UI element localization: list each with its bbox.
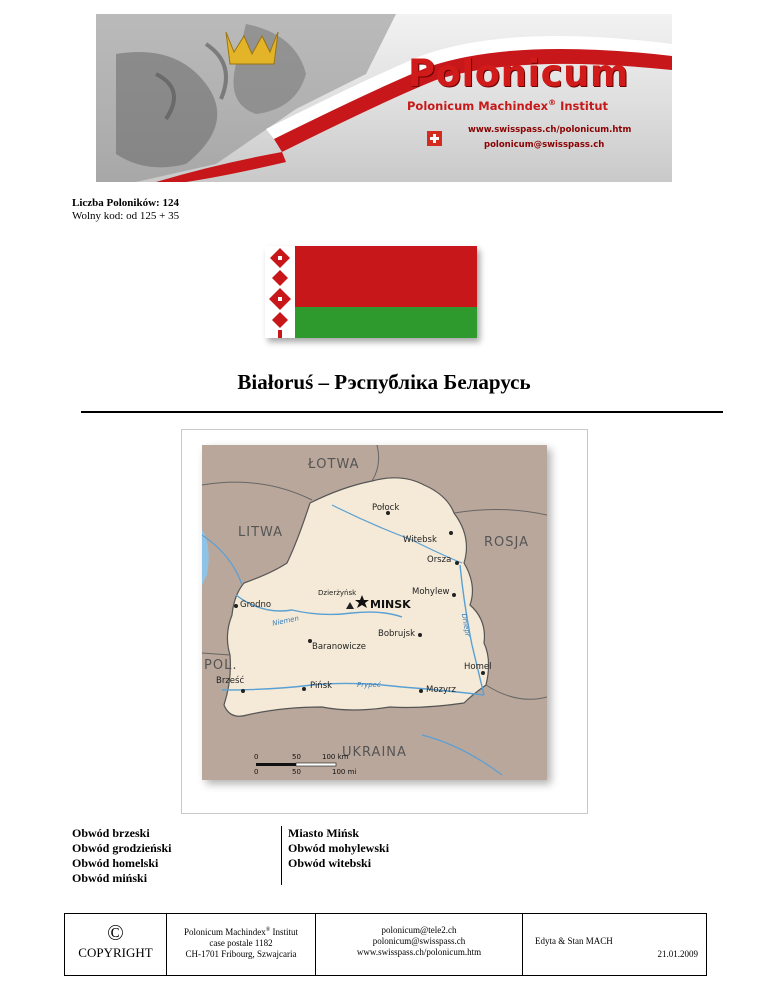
scale-mi-0: 0 xyxy=(254,768,259,776)
footer-authors-cell xyxy=(523,914,706,975)
institute-address2: CH-1701 Fribourg, Szwajcaria xyxy=(185,949,297,959)
region-item: Obwód miński xyxy=(72,871,148,885)
region-item: Obwód mohylewski xyxy=(288,841,390,855)
header-banner xyxy=(96,14,672,182)
map-country-poland: POL. xyxy=(204,658,238,673)
swiss-flag-icon xyxy=(427,131,442,146)
footer-email2-link[interactable]: polonicum@swisspass.ch xyxy=(372,936,466,946)
footer-contact-cell xyxy=(316,914,523,975)
map-city-mogilev: Mohylew xyxy=(412,587,450,597)
flag-red-band xyxy=(265,246,477,307)
map-country-russia: ROSJA xyxy=(484,535,530,550)
scale-km-50: 50 xyxy=(292,753,301,761)
map-city-brest: Brześć xyxy=(216,676,245,686)
copyright-text: COPYRIGHT xyxy=(78,945,153,960)
map-river-pripyat: Prypeć xyxy=(357,681,381,689)
flag-ornament xyxy=(265,246,295,338)
region-item: Obwód homelski xyxy=(72,856,159,870)
map-city-orsha: Orsza xyxy=(427,555,452,565)
footer-website-link[interactable]: www.swisspass.ch/polonicum.htm xyxy=(356,947,482,957)
footer-email1-link[interactable]: polonicum@tele2.ch xyxy=(381,925,457,935)
title-divider xyxy=(81,411,723,413)
free-code-line: Wolny kod: od 125 + 35 xyxy=(72,210,180,222)
map-frame xyxy=(181,429,588,814)
map-city-vitebsk: Witebsk xyxy=(403,535,437,545)
scale-mi-100: 100 mi xyxy=(332,768,357,776)
copyright-icon: © xyxy=(107,920,124,945)
region-item: Obwód witebski xyxy=(288,856,372,870)
scale-mi-50: 50 xyxy=(292,768,301,776)
map-country-ukraine: UKRAINA xyxy=(342,745,407,760)
belarus-flag xyxy=(265,246,477,338)
map-city-baranovichi: Baranowicze xyxy=(312,642,367,652)
footer-institute-cell xyxy=(167,914,316,975)
regions-right-list xyxy=(288,826,389,871)
map-city-dzerzhinsk: Dzierżyńsk xyxy=(318,589,357,597)
region-item: Miasto Mińsk xyxy=(288,826,360,840)
count-line: Liczba Poloników: 124 xyxy=(72,197,179,209)
map-city-polotsk: Połock xyxy=(372,503,400,513)
banner-email-link[interactable]: polonicum@swisspass.ch xyxy=(484,140,605,150)
map-country-lithuania: LITWA xyxy=(238,525,284,540)
regions-divider xyxy=(281,826,282,885)
map-city-mozyr: Mozyrz xyxy=(426,685,456,695)
flag-green-band xyxy=(265,307,477,338)
brand-subtitle: Polonicum Machindex® Institut xyxy=(407,98,609,113)
brand-title: Polonicum xyxy=(408,52,629,95)
footer-table xyxy=(64,913,707,976)
footer-copyright-cell xyxy=(65,914,167,975)
page-title: Białoruś – Рэспубліка Беларусь xyxy=(237,370,531,394)
map-city-gomel: Homel xyxy=(464,662,492,672)
polonik-counter xyxy=(72,197,179,223)
region-item: Obwód grodzieński xyxy=(72,841,172,855)
regions-left-list xyxy=(72,826,171,886)
footer-authors: Edyta & Stan MACH xyxy=(535,936,613,946)
institute-name: Polonicum Machindex® Institut xyxy=(183,927,299,937)
institute-address1: case postale 1182 xyxy=(209,938,273,948)
map-river-dnieper: Dniepr xyxy=(459,612,472,638)
banner-url-link[interactable]: www.swisspass.ch/polonicum.htm xyxy=(468,125,632,135)
belarus-map xyxy=(202,445,547,780)
map-capital-minsk: MINSK xyxy=(370,598,411,611)
footer-date: 21.01.2009 xyxy=(657,949,698,959)
map-city-bobruisk: Bobrujsk xyxy=(378,629,416,639)
scale-km-0: 0 xyxy=(254,753,259,761)
map-city-grodno: Grodno xyxy=(240,600,272,610)
map-country-latvia: ŁOTWA xyxy=(308,457,360,472)
scale-km-100: 100 km xyxy=(322,753,349,761)
map-city-pinsk: Pińsk xyxy=(310,681,333,691)
map-shapes xyxy=(202,445,547,780)
region-item: Obwód brzeski xyxy=(72,826,150,840)
map-river-neman: Niemen xyxy=(271,614,300,628)
